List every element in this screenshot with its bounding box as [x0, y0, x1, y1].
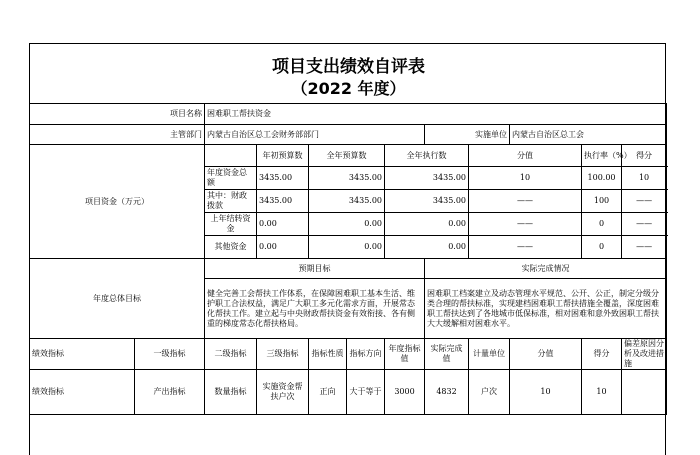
indicator-header: 年度指标值 — [385, 339, 425, 370]
indicator-cell: 产出指标 — [135, 370, 205, 415]
funds-header: 年初预算数 — [257, 145, 309, 167]
funds-row-name: 其中：财政拨款 — [205, 190, 257, 213]
project-row — [30, 104, 667, 125]
actual-text: 困难职工档案建立及动态管理水平规范、公开、公正，制定分级分类合理的帮扶标准，实现建档困难职工帮扶措施全覆盖，深度困难职工帮扶达到了各地城市低保标准，相对困难和意外致困职工帮扶大大缓解相对困难水平。 — [425, 279, 667, 339]
funds-exec: 3435.00 — [385, 190, 469, 213]
indicator-header: 绩效指标 — [30, 339, 135, 370]
funds-score: —— — [469, 236, 582, 259]
funds-row-name: 年度资金总额 — [205, 167, 257, 190]
indicator-cell: 数量指标 — [205, 370, 257, 415]
project-label: 项目名称 — [30, 104, 205, 125]
funds-score: 10 — [469, 167, 582, 190]
funds-rate: 0 — [582, 236, 622, 259]
funds-got: 10 — [622, 167, 667, 190]
funds-full: 3435.00 — [309, 190, 385, 213]
funds-full: 3435.00 — [309, 167, 385, 190]
indicator-cell: 正向 — [309, 370, 347, 415]
funds-got: —— — [622, 236, 667, 259]
funds-rate: 100 — [582, 190, 622, 213]
funds-header: 分值 — [469, 145, 582, 167]
indicator-row — [30, 370, 667, 415]
funds-score: —— — [469, 213, 582, 236]
funds-full: 0.00 — [309, 213, 385, 236]
funds-exec: 0.00 — [385, 236, 469, 259]
indicator-header: 计量单位 — [469, 339, 510, 370]
funds-exec: 3435.00 — [385, 167, 469, 190]
funds-init: 3435.00 — [257, 167, 309, 190]
actual-header: 实际完成情况 — [425, 259, 667, 279]
indicator-header: 实际完成值 — [425, 339, 469, 370]
funds-full: 0.00 — [309, 236, 385, 259]
funds-got: —— — [622, 213, 667, 236]
indicator-cell: 3000 — [385, 370, 425, 415]
project-value: 困难职工帮扶资金 — [205, 104, 667, 125]
expected-text: 健全完善工会帮扶工作体系，在保障困难职工基本生活、维护职工合法权益，满足广大职工多元化需求方面，开展常态化帮扶工作。建立起与中央财政帮扶资金有效衔接、各有侧重的梯度常态化帮扶格局。 — [205, 279, 425, 339]
funds-rate: 0 — [582, 213, 622, 236]
funds-blank-header — [205, 145, 257, 167]
indicator-header: 三级指标 — [257, 339, 309, 370]
indicator-cell: 实施资金帮扶户次 — [257, 370, 309, 415]
indicator-header: 二级指标 — [205, 339, 257, 370]
funds-rate: 100.00 — [582, 167, 622, 190]
dept-value: 内蒙古自治区总工会财务部部门 — [205, 125, 425, 145]
indicator-header: 分值 — [510, 339, 582, 370]
dept-label: 主管部门 — [30, 125, 205, 145]
funds-header: 得分 — [622, 145, 667, 167]
goals-header-row — [30, 259, 667, 279]
indicator-cell: 10 — [510, 370, 582, 415]
impl-value: 内蒙古自治区总工会 — [510, 125, 667, 145]
expected-header: 预期目标 — [205, 259, 425, 279]
dept-row — [30, 125, 667, 145]
indicator-header: 指标方向 — [347, 339, 385, 370]
funds-init: 3435.00 — [257, 190, 309, 213]
indicator-cell: 4832 — [425, 370, 469, 415]
funds-row-name: 上年结转资金 — [205, 213, 257, 236]
indicator-header: 指标性质 — [309, 339, 347, 370]
impl-label: 实施单位 — [425, 125, 510, 145]
funds-got: —— — [622, 190, 667, 213]
goals-label: 年度总体目标 — [30, 259, 205, 339]
indicator-cell: 大于等于 — [347, 370, 385, 415]
funds-init: 0.00 — [257, 213, 309, 236]
indicator-cell: 户次 — [469, 370, 510, 415]
funds-label: 项目资金（万元） — [30, 145, 205, 259]
funds-header-row — [30, 145, 667, 167]
funds-score: —— — [469, 190, 582, 213]
funds-header: 执行率（%） — [582, 145, 622, 167]
funds-exec: 0.00 — [385, 213, 469, 236]
indicator-cell: 绩效指标 — [30, 370, 135, 415]
funds-header: 全年预算数 — [309, 145, 385, 167]
funds-row-name: 其他资金 — [205, 236, 257, 259]
indicator-header: 偏差原因分析及改进措施 — [622, 339, 667, 370]
funds-init: 0.00 — [257, 236, 309, 259]
indicator-cell: 10 — [582, 370, 622, 415]
indicator-header: 一级指标 — [135, 339, 205, 370]
indicator-header: 得分 — [582, 339, 622, 370]
page-subtitle: （2022 年度） — [291, 79, 406, 98]
indicator-cell — [622, 370, 667, 415]
page-title: 项目支出绩效自评表 — [272, 57, 425, 77]
funds-header: 全年执行数 — [385, 145, 469, 167]
indicator-header-row — [30, 339, 667, 370]
evaluation-table — [29, 103, 667, 415]
